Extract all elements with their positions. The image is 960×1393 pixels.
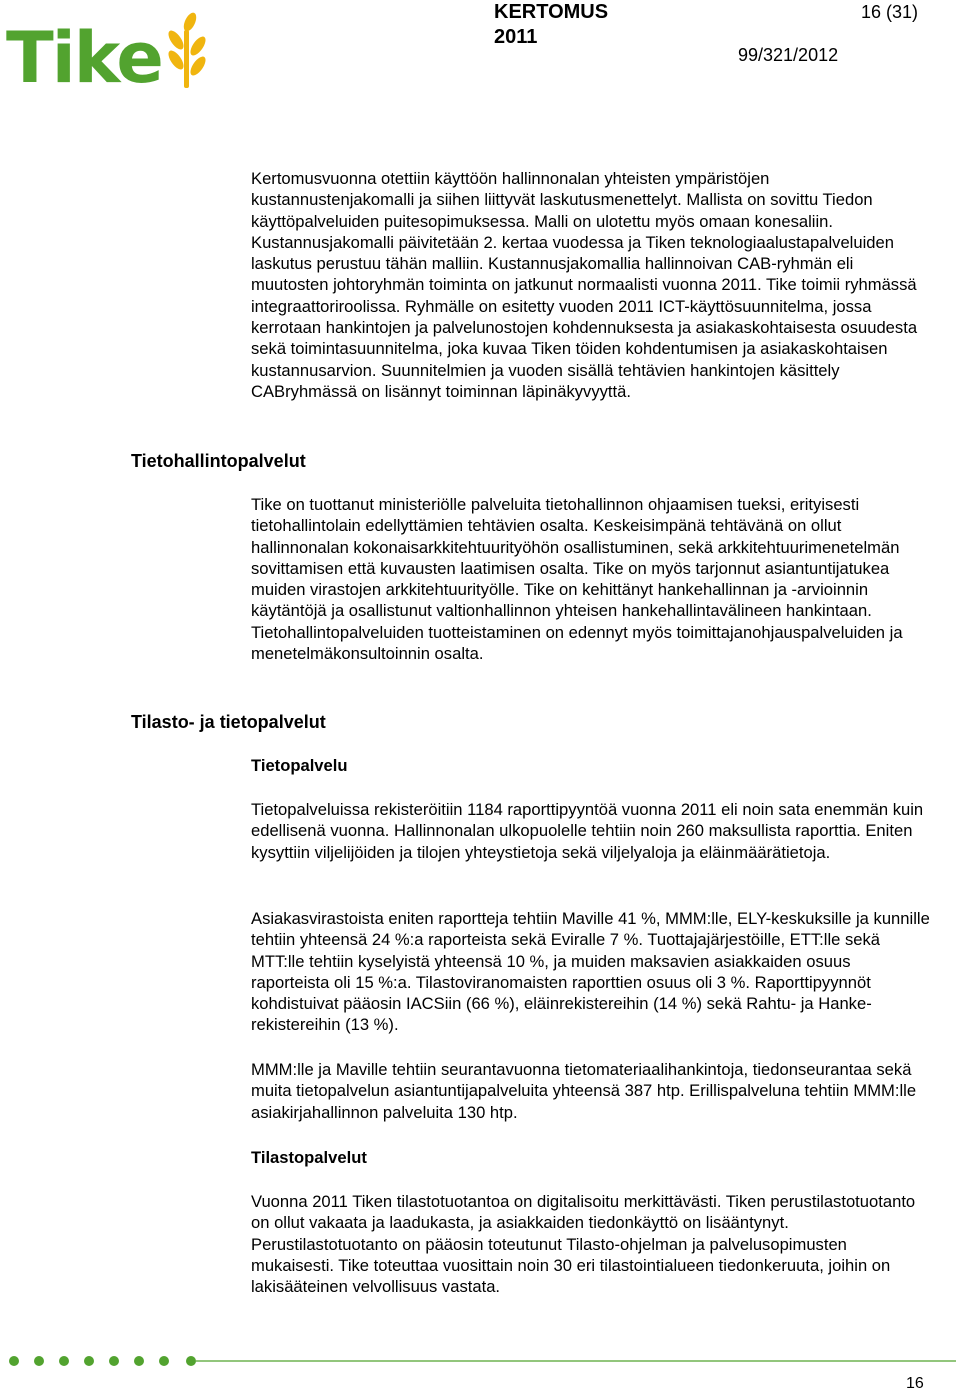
wheat-icon <box>166 11 206 88</box>
tilastopalvelut-paragraph: Vuonna 2011 Tiken tilastotuotantoa on digitalisoitu merkittävästi. Tiken perustilastotuotanto on ollut vakaata ja laadukasta, ja asiakkaiden tiedonkäyttö on lisääntynyt. Perustilastotuotanto on pääosin toteutunut Tilasto-ohjelman ja palvelusopimusten mukaisesti. Tike toteuttaa vuosittain noin 30 eri tilastointialueen tiedonkeruuta, joihin on lakisääteinen velvollisuus vastata. <box>251 1192 916 1297</box>
tike-logo <box>6 8 206 88</box>
subheading-tilastopalvelut: Tilastopalvelut <box>251 1148 367 1167</box>
tietopalvelu-paragraph-3: MMM:lle ja Maville tehtiin seurantavuonna tietomateriaalihankintoja, tiedonseurantaa sekä muita tietopalvelun asiantuntijapalveluita yhteensä 387 htp. Erillispalveluna tehtiin MMM:lle asiakirjahallinnon palveluita 130 htp. <box>251 1060 917 1122</box>
document-title: KERTOMUS 2011 <box>494 1 609 48</box>
tietohallinto-text-block <box>251 494 931 664</box>
tietopalvelu-paragraph-2: Asiakasvirastoista eniten raportteja tehtiin Maville 41 %, MMM:lle, ELY-keskuksille ja kunnille tehtiin yhteensä 24 %:a raporteista sekä Eviralle 7 %. Tuottajajärjestöille, ETT:lle sekä MTT:lle tehtiin kyselyistä yhteensä 10 %, ja muiden maksavien asiakkaiden osuus raporteista oli 15 %:a. Tilastoviranomaisten raporttien osuus oli 3 %. Raporttipyynnöt kohdistuivat pääosin IACSiin (66 %), eläinrekistereihin (14 %) sekä Rahtu- ja Hanke-rekistereihin (13 %). <box>251 909 930 1035</box>
tietopalvelu-paragraph-1: Tietopalveluissa rekisteröitiin 1184 raporttipyyntöä vuonna 2011 eli noin sata enemmän kuin edellisenä vuonna. Hallinnonalan ulkopuolelle tehtiin noin 260 maksullista raporttia. Eniten kysyttiin viljelijöiden ja tilojen yhteystietoja sekä viljelyaloja ja eläinmäärätietoja. <box>251 800 924 862</box>
page-counter: 16 (31) <box>860 2 918 22</box>
tietopalvelu-block-2 <box>251 908 931 1036</box>
section-title-tilasto: Tilasto- ja tietopalvelut <box>131 712 326 732</box>
subheading-tietopalvelu: Tietopalvelu <box>251 756 348 775</box>
tietohallinto-paragraph: Tike on tuottanut ministeriölle palveluita tietohallinnon ohjaamisen tueksi, erityisesti tietohallintolain edellyttämien tehtävien osalta. Keskeisimpänä tehtävänä on ollut hallinnonalan kokonaisarkkitehtuurityöhön osallistuminen, sekä arkkitehtuurimenetelmän sovittamisen että kuvausten laatimisen osalta. Tike on myös tarjonnut asiantuntijatukea muiden virastojen arkkitehtuurityölle. Tike on kehittänyt hankehallinnan ja -arvioinnin käytäntöjä ja osallistunut valtionhallinnon yhteisen hankehallintavälineen hankintaan. Tietohallintopalveluiden tuotteistaminen on edennyt myös toimittajanohjauspalveluiden ja menetelmäkonsultoinnin osalta. <box>251 495 903 664</box>
intro-paragraph: Kertomusvuonna otettiin käyttöön hallinnonalan yhteisten ympäristöjen kustannustenjakomalli ja siihen liittyvät laskutusmenettelyt. Mallista on sovittu Tiedon käyttöpalveluiden puitesopimuksessa. Malli on ulotettu myös omaan konesaliin. Kustannusjakomalli päivitetään 2. kertaa vuodessa ja Tiken teknologiaalustapalveluiden laskutus perustuu tähän malliin. Kustannusjakomallia hallinnoivan CAB-ryhmän eli muutosten johtoryhmän toiminta on jatkunut normaalisti vuonna 2011. Tike toimii ryhmässä integraattoriroolissa. Ryhmälle on esitetty vuoden 2011 ICT-käyttösuunnitelma, jossa kerrotaan hankintojen ja palvelunostojen kohdennuksesta ja asiakaskohtaisesta osuudesta sekä toimintasuunnitelma, joka kuvaa Tiken töiden kohdentumisen ja asiakaskohtaisen kustannusarvion. Suunnitelmien ja vuoden sisällä tehtävien hankintojen käsittely CABryhmässä on lisännyt toiminnan läpinäkyvyyttä. <box>251 169 918 401</box>
footer-page-number: 16 <box>906 1375 924 1392</box>
tilastopalvelut-block <box>251 1191 931 1297</box>
intro-text-block <box>251 168 931 402</box>
logo-wordmark: Tike <box>6 17 162 88</box>
section-title-tietohallinto: Tietohallintopalvelut <box>131 451 306 471</box>
tietopalvelu-block-3 <box>251 1059 931 1123</box>
footer-dotted-divider <box>6 1355 956 1367</box>
document-number: 99/321/2012 <box>738 45 839 65</box>
tietopalvelu-block-1 <box>251 799 931 863</box>
